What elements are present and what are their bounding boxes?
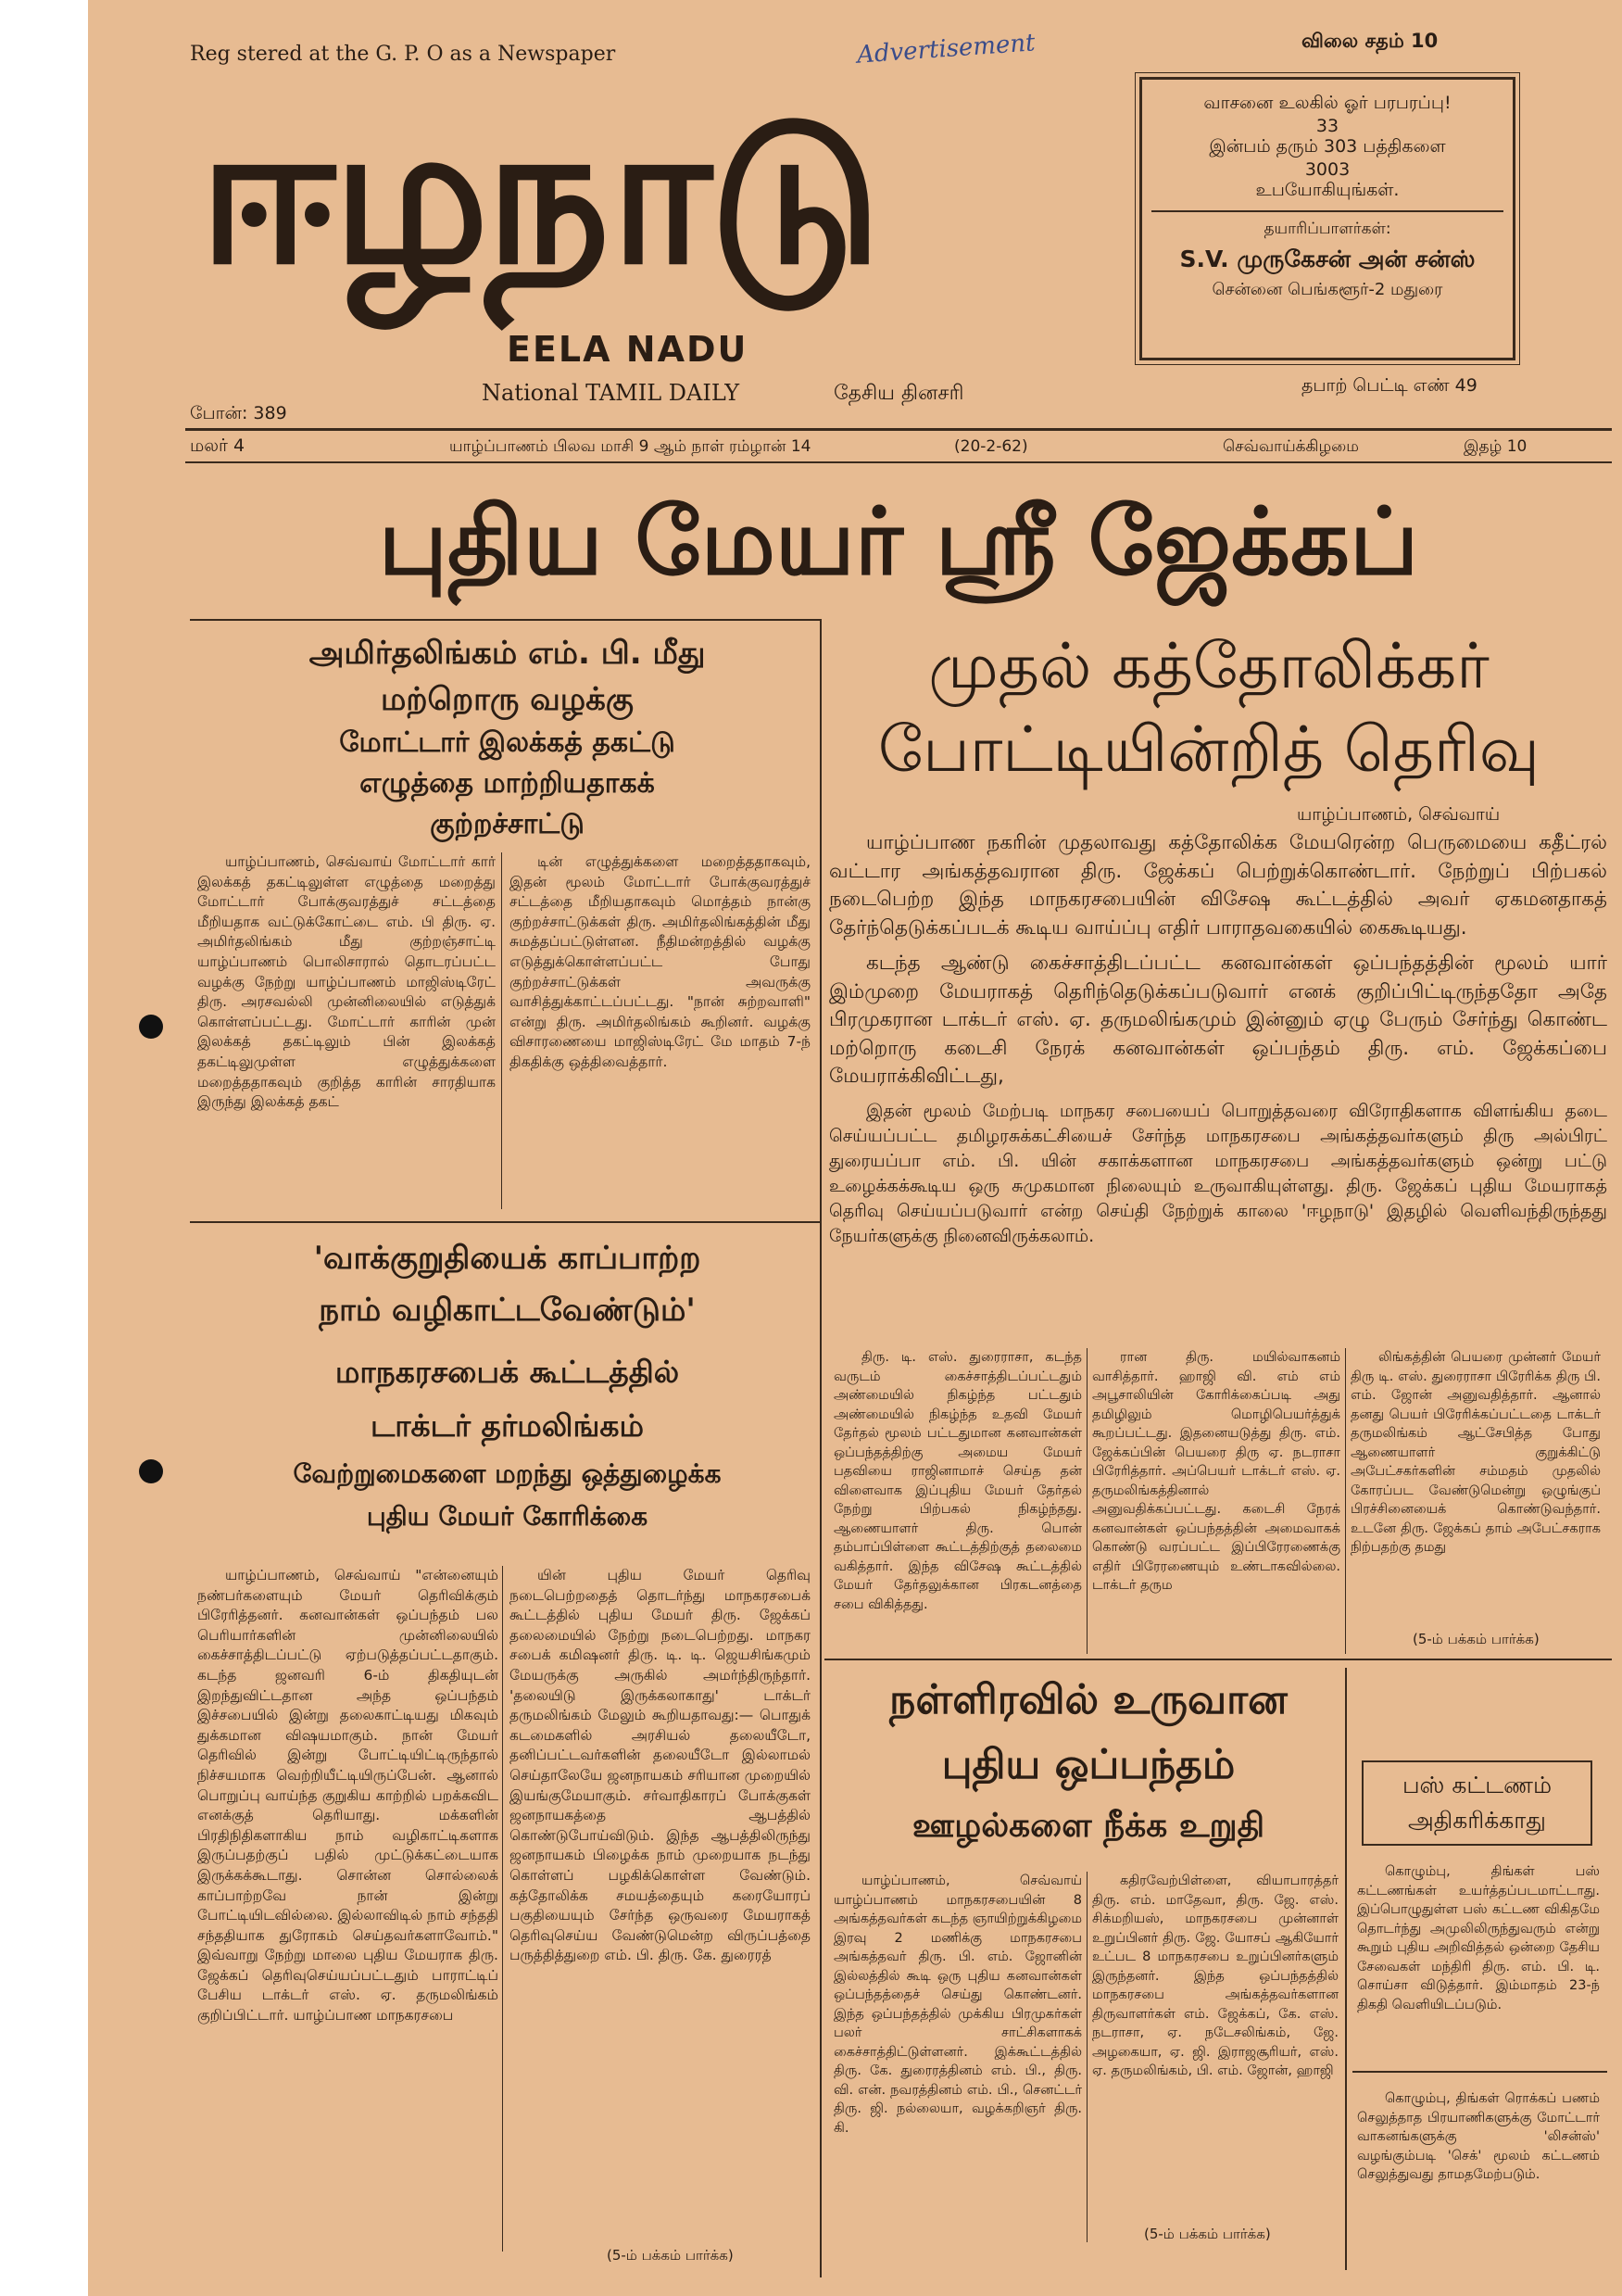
main-headline: புதிய மேயர் ஸ்ரீ ஜேக்கப் — [378, 487, 1419, 596]
phone-number: போன்: 389 — [190, 403, 287, 423]
left-story-1-headline — [199, 630, 815, 845]
ad-makers-label: தயாரிப்பாளர்கள்: — [1264, 220, 1391, 238]
midnight-story-headline — [829, 1668, 1348, 1855]
article-text: திரு. டி. எஸ். துரைராசா, கடந்த வருடம் கைச்சாத்திடப்பட்டதும் அண்மையில் நிகழ்ந்த பட்டதும் அண்மையில் நிகழ்ந்த உதவி மேயர் தேர்தல் மூலம் பட்டதுமான கனவான்கள் ஒப்பந்தத்திற்கு அமைய மேயர் பதவியை ராஜினாமாச் செய்த தன் விளைவாக இப்புதிய மேயர் தேர்தல் நேற்று பிற்பகல் நிகழ்ந்தது. ஆணையாளர் திரு. பொன் தம்பாப்பிள்ளை கூட்டத்திற்குத் தலைமை வகித்தார். இந்த விசேஷ கூட்டத்தில் மேயர் தேர்தலுக்கான பிரகடனத்தை சபை விகித்தது. — [834, 1350, 1082, 1612]
article-text: யின் புதிய மேயர் தெரிவு நடைபெற்றதைத் தொடர்ந்து மாநகரசபைக் கூட்டத்தில் புதிய மேயர் திரு. ஜேக்கப் தலைமையில் நேற்று நடைபெற்றது. மாநகர சபைக் கமிஷனர் திரு. டி. டி. ஜெயசிங்கமும் மேயருக்கு அருகில் அமர்ந்திருந்தார். 'தலையிடு இருக்கலாகாது' டாக்டர் தருமலிங்கம் மேலும் கூறியதாவது:— பொதுக் கடமைகளில் அரசியல் தலையீடோ, தனிப்பட்டவர்களின் தலையீடோ இல்லாமல் செய்தாலேயே ஜனநாயகம் சரியான முறையில் இயங்குமேயாகும். சர்வாதிகாரப் போக்குகள் ஜனநாயகத்தை ஆபத்தில் கொண்டுபோய்விடும். இந்த ஆபத்திலிருந்து ஜனநாயகம் பிழைக்க நாம் முறையாக நடந்து கொள்ளப் பழகிக்கொள்ள வேண்டும். கத்தோலிக்க சமயத்தையும் கரையோரப் பகுதியையும் சேர்ந்த ஒருவரை மேயராகத் தெரிவுசெய்ய வேண்டுமென்ற விருப்பத்தை பருத்தித்துறை எம். பி. திரு. கே. துரைரத் — [509, 1567, 811, 1964]
subhead-line: போட்டியின்றித் தெரிவு — [877, 713, 1540, 787]
handwritten-note: Advertisement — [856, 29, 1037, 69]
weekday: செவ்வாய்க்கிழமை — [1223, 437, 1359, 456]
column-rule — [1345, 1348, 1346, 1654]
newspaper-page — [88, 0, 1622, 2296]
main-story-subhead — [829, 625, 1589, 792]
price: விலை சதம் 10 — [1301, 30, 1439, 52]
main-story-dateline: யாழ்ப்பாணம், செவ்வாய் — [1297, 804, 1501, 825]
volume: மலர் 4 — [190, 435, 245, 456]
headline-line: குற்றச்சாட்டு — [430, 808, 585, 840]
article-text: யாழ்ப்பாணம், செவ்வாய் "என்னையும் நண்பர்களையும் மேயர் தெரிவிக்கும் பிரேரித்தனர். கனவான்கள் ஒப்பந்தம் பல பெரியார்களின் முன்னிலையில் கைச்சாத்திடப்பட்டு ஏற்படுத்தப்பட்டதாகும். கடந்த ஜனவரி 6-ம் திகதியுடன் இறந்துவிட்டதான அந்த ஒப்பந்தம் இச்சபையில் இன்று தலைகாட்டியது மிகவும் துக்கமான விஷயமாகும். நான் மேயர் தெரிவில் இன்று போட்டியிட்டிருந்தால் நிச்சயமாக வெற்றியீட்டியிருப்பேன். ஆனால் பொறுப்பு வாய்ந்த குறுகிய காற்றில் பறக்கவிட எனக்குத் தெரியாது. மக்களின் பிரதிநிதிகளாகிய நாம் வழிகாட்டிகளாக இருப்பதற்குப் பதில் முட்டுக்கட்டையாக இருக்கக்கூடாது. சொன்ன சொல்லைக் காப்பாற்றவே நான் இன்று போட்டியிடவில்லை. இல்லாவிடில் நாம் சந்ததி சந்ததியாக துரோகம் செய்தவர்களாவோம்." இவ்வாறு நேற்று மாலை புதிய மேயராக திரு. ஜேக்கப் தெரிவுசெய்யப்பட்டதும் பாராட்டிப் பேசிய டாக்டர் எஸ். ஏ. தருமலிங்கம் குறிப்பிட்டார். யாழ்ப்பாண மாநகரசபை — [197, 1567, 498, 2025]
punch-hole — [139, 1015, 163, 1039]
column-rule — [501, 852, 502, 1209]
headline-line: அமிர்தலிங்கம் எம். பி. மீது — [308, 635, 706, 672]
article-text: டின் எழுத்துக்களை மறைத்ததாகவும், இதன் மூலம் மோட்டார் போக்குவரத்துச் சட்டத்தை மீறியதாகவும் மொத்தம் நான்கு குற்றச்சாட்டுக்கள் திரு. அமிர்தலிங்கத்தின் மீது சுமத்தப்பட்டுள்ளன. நீதிமன்றத்தில் வழக்கு எடுத்துக்கொள்ளப்பட்ட போது குற்றச்சாட்டுக்கள் அவருக்கு வாசித்துக்காட்டப்பட்டது. "நான் சுற்றவாளி" என்று திரு. அமிர்தலிங்கம் கூறினர். வழக்கு விசாரணையை மாஜிஸ்டிரேட் மே மாதம் 7-ந் திகதிக்கு ஒத்திவைத்தார். — [509, 853, 811, 1070]
midnight-story-column-2 — [1092, 1872, 1339, 2224]
divider — [185, 461, 1612, 463]
article-text: கொழும்பு, திங்கள் ரொக்கப் பணம் செலுத்தாத பிரயாணிகளுக்கு மோட்டார் வாகனங்களுக்கு 'லிசன்ஸ்' வழங்கும்படி 'செக்' மூலம் கட்டணம் செலுத்துவது தாமதமேற்படும். — [1357, 2091, 1600, 2182]
main-story-column-1 — [834, 1348, 1082, 1659]
ad-line: இன்பம் தரும் 303 பத்திகளை — [1209, 136, 1446, 157]
place-date: யாழ்ப்பாணம் பிலவ மாசி 9 ஆம் நாள் ரம்ழான் 14 — [449, 437, 811, 456]
subhead-line: முதல் கத்தோலிக்கர் — [928, 630, 1490, 703]
left-story-2-headline — [199, 1232, 815, 1538]
advertisement-box — [1139, 77, 1515, 360]
ad-company: S.V. முருகேசன் அன் சன்ஸ் — [1179, 246, 1476, 272]
headline-line: மற்றொரு வழக்கு — [381, 681, 634, 718]
article-text: இதன் மூலம் மேற்படி மாநகர சபையைப் பொறுத்தவரை விரோதிகளாக விளங்கிய தடை செய்யப்பட்ட தமிழரசுக்கட்சியைச் சேர்ந்த மாநகரசபை அங்கத்தவர்களும் திரு அல்பிரட் துரையப்பா எம். பி. யின் சகாக்களான மாநகரசபை அங்கத்தவர்களும் ஒன்று பட்டு உழைக்கக்கூடிய ஒரு சுமுகமான நிலையும் உருவாகியுள்ளது. திரு. ஜேக்கப் புதிய மேயராகத் தெரிவு செய்யப்படுவார் என்ற செய்தி நேற்றுக் காலை 'ஈழநாடு' இதழில் வெளிவந்திருந்தது நேயர்களுக்கு நினைவிருக்கலாம். — [829, 1100, 1607, 1246]
tagline-english: National TAMIL DAILY — [482, 380, 740, 406]
article-text: ரான திரு. மயில்வாகனம் வாசித்தார். ஹாஜி வி. எம் எம் அபூசாலியின் கோரிக்கைப்படி அது தமிழிலும் மொழிபெயர்த்துக் கூறப்பட்டது. இதனையடுத்து திரு. எம். ஜேக்கப்பின் பெயரை திரு ஏ. நடராசா பிரேரித்தார். அப்பெயர் டாக்டர் எஸ். ஏ. தருமலிங்கத்தினால் அனுவதிக்கப்பட்டது. கடைசி நேரக் கனவான்கள் ஒப்பந்தத்தின் அமைவாகக் கொண்டு வரப்பட்ட இப்பிரேரணைக்கு எதிர் பிரேரணையும் உண்டாகவில்லை. டாக்டர் தரும — [1092, 1350, 1340, 1593]
headline-line: மோட்டார் இலக்கத் தகட்டு — [339, 726, 675, 759]
left-story-2-column-2 — [509, 1566, 811, 2233]
masthead-title: ஈழநாடு — [199, 81, 878, 308]
headline-line: ஊழல்களை நீக்க உறுதி — [912, 1807, 1265, 1845]
headline-line: பஸ் கட்டணம் — [1402, 1772, 1553, 1798]
tagline-tamil: தேசிய தினசரி — [834, 382, 964, 405]
column-rule — [1087, 1872, 1088, 2242]
left-story-1-column-2 — [509, 852, 811, 1214]
continued-note: (5-ம் பக்கம் பார்க்க) — [607, 2247, 734, 2264]
article-text: யாழ்ப்பாணம், செவ்வாய் மோட்டார் கார் இலக்கத் தகட்டிலுள்ள எழுத்தை மறைத்து மோட்டார் போக்குவரத்துச் சட்டத்தை மீறியதாக வட்டுக்கோட்டை எம். பி திரு. ஏ. அமிர்தலிங்கம் மீது குற்றஞ்சாட்டி யாழ்ப்பாணம் பொலிசாரால் தொடரப்பட்ட வழக்கு நேற்று யாழ்ப்பாணம் மாஜிஸ்டிரேட் திரு. அரசவல்லி முன்னிலையில் எடுத்துக் கொள்ளப்பட்டது. மோட்டார் காரின் முன் இலக்கத் தகட்டிலும் பின் இலக்கத் தகட்டிலுமுள்ள எழுத்துக்களை மறைத்ததாகவும் குறித்த காரின் சாரதியாக இருந்து இலக்கத் தகட் — [197, 853, 496, 1111]
divider — [824, 1659, 1612, 1660]
headline-line: நள்ளிரவில் உருவான — [889, 1676, 1288, 1723]
ad-cities: சென்னை பெங்களூர்-2 மதுரை — [1212, 280, 1443, 299]
bus-story-text — [1357, 1862, 1600, 2057]
left-story-2-column-1 — [197, 1566, 498, 2270]
po-box: தபாற் பெட்டி எண் 49 — [1301, 375, 1477, 396]
issue-number: இதழ் 10 — [1464, 437, 1528, 456]
punch-hole — [139, 1459, 163, 1483]
article-text: யாழ்ப்பாணம், செவ்வாய் யாழ்ப்பாணம் மாநகரசபையின் 8 அங்கத்தவர்கள் கடந்த ஞாயிற்றுக்கிழமை இரவு 2 மணிக்கு மாநகரசபை அங்கத்தவர் திரு. பி. எம். ஜோனின் இல்லத்தில் கூடி ஒரு புதிய கனவான்கள் ஒப்பந்தத்தைச் செய்து கொண்டனர். இந்த ஒப்பந்தத்தில் முக்கிய பிரமுகர்கள் பலர் சாட்சிகளாகக் கைச்சாத்திட்டுள்ளனர். இக்கூட்டத்தில் திரு. கே. துரைரத்தினம் எம். பி., திரு. வி. என். நவரத்தினம் எம். பி., செனட்டர் திரு. ஜி. நல்லையா, வழக்கறிஞர் திரு. கி. — [834, 1873, 1082, 2136]
headline-line: 'வாக்குறுதியைக் காப்பாற்ற — [313, 1240, 701, 1277]
divider — [190, 619, 820, 621]
continued-note: (5-ம் பக்கம் பார்க்க) — [1144, 2226, 1271, 2242]
headline-line: புதிய ஒப்பந்தம் — [941, 1741, 1236, 1788]
column-rule — [502, 1566, 503, 2252]
headline-line: நாம் வழிகாட்டவேண்டும்' — [319, 1292, 696, 1329]
headline-line: புதிய மேயர் கோரிக்கை — [366, 1501, 648, 1532]
registration-note: Reg stered at the G. P. O as a Newspaper — [190, 43, 616, 66]
ad-line: வாசனை உலகில் ஓர் பரபரப்பு! — [1203, 93, 1452, 113]
divider — [1151, 210, 1503, 212]
headline-line: மாநகரசபைக் கூட்டத்தில் — [334, 1354, 680, 1390]
article-text: கடந்த ஆண்டு கைச்சாத்திடப்பட்ட கனவான்கள் ஒப்பந்தத்தின் மூலம் யார் இம்முறை மேயராகத் தெரிந்தெடுக்கப்படுவார் எனக் குறிப்பிட்டிருந்ததோ அதே பிரமுகரான டாக்டர் எஸ். ஏ. தருமலிங்கமும் இன்னும் ஏழு பேரும் சேர்ந்து கொண்ட மற்றொரு கடைசி நேரக் கனவான்கள் ஒப்பந்தம் திரு. எம். ஜேக்கப்பை மேயராக்கிவிட்டது, — [829, 952, 1607, 1088]
article-text: லிங்கத்தின் பெயரை முன்னர் மேயர் திரு டி. எஸ். துரைராசா பிரேரிக்க திரு பி. எம். ஜோன் அனுவதித்தார். ஆனால் தனது பெயர் பிரேரிக்கப்பட்டதை டாக்டர் தருமலிங்கம் ஆட்சேபித்த போது ஆணையாளர் குறுக்கிட்டு அபேட்சகர்களின் சம்மதம் முதலில் கோரப்பட வேண்டுமென்று ஒழுங்குப் பிரச்சினையைக் கொண்டுவந்தார். உடனே திரு. ஜேக்கப் தாம் அபேட்சகராக நிற்பதற்கு தமது — [1351, 1350, 1601, 1555]
column-rule — [1345, 1668, 1347, 2270]
headline-line: எழுத்தை மாற்றியதாகக் — [359, 767, 655, 800]
ad-line: 3003 — [1304, 159, 1351, 180]
divider — [185, 428, 1612, 431]
article-text: கதிரவேற்பிள்ளை, வியாபாரத்தர் திரு. எம். மாதேவா, திரு. ஜே. எஸ். சிக்மறியஸ், மாநகரசபை முன்னாள் உறுப்பினர் திரு. ஜே. யோசப் ஆகியோர் உட்பட 8 மாநகரசபை உறுப்பினர்களும் இருந்தனர். இந்த ஒப்பந்தத்தில் மாநகரசபை அங்கத்தவர்களான திருவாளர்கள் எம். ஜேக்கப், கே. எஸ். நடராசா, ஏ. நடேசலிங்கம், ஜே. அழகையா, ஏ. ஜி. இராஜசூரியர், எஸ். ஏ. தருமலிங்கம், பி. எம். ஜோன், ஹாஜி — [1092, 1873, 1339, 2078]
column-rule — [820, 619, 822, 2277]
headline-line: டாக்டர் தர்மலிங்கம் — [370, 1407, 645, 1444]
numeric-date: (20-2-62) — [954, 437, 1028, 456]
midnight-story-column-1 — [834, 1872, 1082, 2242]
second-brief-text — [1357, 2089, 1600, 2265]
bus-story-headline — [1362, 1760, 1592, 1846]
main-story-column-2 — [1092, 1348, 1340, 1659]
divider — [1352, 2071, 1607, 2073]
headline-line: வேற்றுமைகளை மறந்து ஒத்துழைக்க — [293, 1458, 722, 1489]
masthead-english-title: EELA NADU — [507, 329, 748, 370]
divider — [190, 1221, 820, 1223]
ad-line: 33 — [1315, 116, 1339, 136]
column-rule — [1087, 1348, 1088, 1654]
continued-note: (5-ம் பக்கம் பார்க்க) — [1413, 1631, 1540, 1647]
headline-line: அதிகரிக்காது — [1408, 1807, 1546, 1834]
left-story-1-column-1 — [197, 852, 496, 1214]
article-text: யாழ்ப்பாண நகரின் முதலாவது கத்தோலிக்க மேயரென்ற பெருமையை கதீட்ரல் வட்டார அங்கத்தவரான திரு. ஜேக்கப் பெற்றுக்கொண்டார். நேற்றுப் பிற்பகல் நடைபெற்ற இந்த மாநகரசபையின் விசேஷ கூட்டத்தில் அவர் ஏகமனதாகத் தேர்ந்தெடுக்கப்படக் கூடிய வாய்ப்பு எதிர் பாராதவகையில் கைகூடியது. — [829, 831, 1607, 940]
main-story-column-3 — [1351, 1348, 1601, 1626]
ad-line: உபயோகியுங்கள். — [1255, 180, 1400, 200]
article-text: கொழும்பு, திங்கள் பஸ் கட்டணங்கள் உயர்த்தப்படமாட்டாது. இப்பொழுதுள்ள பஸ் கட்டண விகிதமே தொடர்ந்து அமுலிலிருந்துவரும் என்று கூறும் புதிய அறிவித்தல் ஒன்றை தேசிய சேவைகள் மந்திரி திரு. எம். பி. டி. சொய்சா விடுத்தார். இம்மாதம் 23-ந் திகதி வெளியிடப்படும். — [1357, 1864, 1600, 2012]
main-story-lead — [829, 829, 1607, 1249]
